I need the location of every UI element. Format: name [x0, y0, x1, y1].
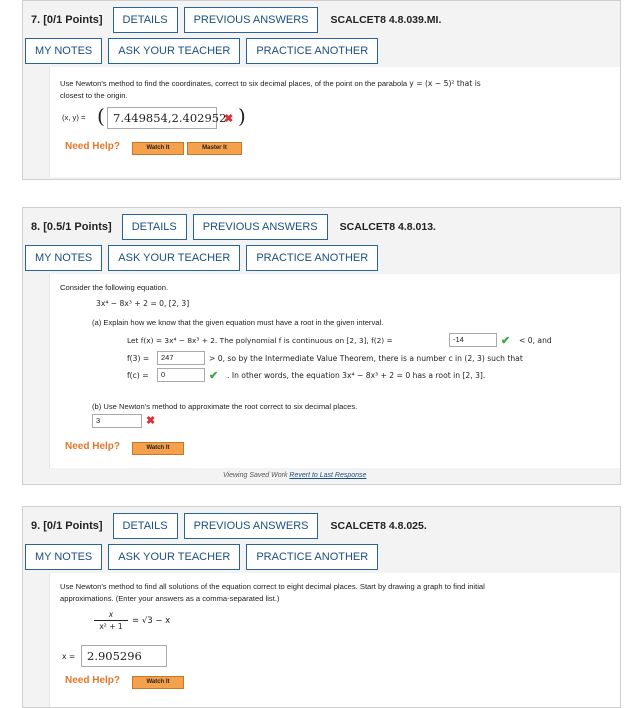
q8-f2-after: < 0, and	[519, 336, 552, 345]
q9-details-button[interactable]: DETAILS	[113, 513, 178, 539]
q9-action-row	[25, 544, 384, 570]
q7-close-paren: )	[238, 104, 246, 128]
question-8-card	[22, 207, 621, 485]
q7-open-paren: (	[97, 104, 105, 128]
q7-watch-it-button[interactable]: Watch It	[132, 142, 184, 155]
q7-master-it-button[interactable]: Master It	[187, 142, 242, 155]
question-7-card	[22, 0, 621, 180]
q8-footer-text: Viewing Saved Work	[223, 472, 290, 479]
q7-my-notes-button[interactable]: MY NOTES	[25, 38, 102, 64]
q7-need-help-label: Need Help?	[65, 141, 121, 152]
q8-part-b: (b) Use Newton's method to approximate the root correct to six decimal places.	[92, 402, 358, 411]
q8-fc-after: . In other words, the equation 3x⁴ − 8x³ + 2 = 0 has a root in [2, 3].	[227, 371, 486, 380]
q9-previous-answers-button[interactable]: PREVIOUS ANSWERS	[184, 513, 319, 539]
q7-points-label: 7. [0/1 Points]	[31, 14, 103, 26]
q8-fc-check-icon: ✔	[209, 370, 219, 382]
q9-prompt-line2: approximations. (Enter your answers as a comma-separated list.)	[60, 594, 280, 603]
q8-part-b-x-icon: ✖	[146, 415, 156, 427]
q7-problem-code: SCALCET8 4.8.039.MI.	[330, 14, 442, 26]
q8-f2-field[interactable]: -14	[449, 333, 497, 347]
q9-header-row	[23, 513, 427, 539]
q8-saved-work-footer	[223, 472, 366, 479]
q7-previous-answers-button[interactable]: PREVIOUS ANSWERS	[184, 7, 319, 33]
q9-fraction-numerator: x	[94, 610, 128, 621]
q7-header-row	[23, 7, 441, 33]
q9-problem-code: SCALCET8 4.8.025.	[330, 520, 427, 532]
q8-ask-teacher-button[interactable]: ASK YOUR TEACHER	[108, 245, 240, 271]
q8-need-help-label: Need Help?	[65, 441, 121, 452]
q8-intro: Consider the following equation.	[60, 283, 169, 292]
q8-part-b-field[interactable]: 3	[92, 414, 142, 428]
q8-practice-another-button[interactable]: PRACTICE ANOTHER	[246, 245, 378, 271]
q8-watch-it-button[interactable]: Watch It	[132, 442, 184, 455]
q8-f2-check-icon: ✔	[501, 335, 511, 347]
q8-header-row	[23, 214, 436, 240]
q9-practice-another-button[interactable]: PRACTICE ANOTHER	[246, 544, 378, 570]
q8-equation: 3x⁴ − 8x³ + 2 = 0, [2, 3]	[96, 299, 190, 308]
q7-prompt-text: Use Newton's method to find the coordinates, correct to six decimal places, of the point on the parabola	[60, 79, 410, 88]
q9-ask-teacher-button[interactable]: ASK YOUR TEACHER	[108, 544, 240, 570]
question-9-card	[22, 506, 621, 708]
q9-my-notes-button[interactable]: MY NOTES	[25, 544, 102, 570]
q9-answer-label: x =	[62, 652, 76, 661]
q9-answer-field[interactable]: 2.905296	[81, 645, 167, 667]
q8-details-button[interactable]: DETAILS	[122, 214, 187, 240]
q8-revert-link[interactable]: Revert to Last Response	[289, 472, 367, 479]
q8-problem-code: SCALCET8 4.8.013.	[339, 221, 436, 233]
q7-incorrect-x-icon: ✖	[224, 113, 234, 125]
q9-fraction-denominator: x² + 1	[99, 622, 123, 631]
q8-f3-label: f(3) =	[127, 354, 150, 363]
q7-details-button[interactable]: DETAILS	[113, 7, 178, 33]
q8-f3-field[interactable]: 247	[157, 351, 205, 365]
q7-action-row	[25, 38, 384, 64]
q8-let-line: Let f(x) = 3x⁴ − 8x³ + 2. The polynomial f is continuous on [2, 3], f(2) =	[127, 336, 393, 345]
q7-prompt-line1	[60, 79, 481, 88]
q7-practice-another-button[interactable]: PRACTICE ANOTHER	[246, 38, 378, 64]
q7-prompt-line2: closest to the origin.	[60, 91, 128, 100]
q8-part-a: (a) Explain how we know that the given equation must have a root in the given interval.	[92, 318, 384, 327]
q8-action-row	[25, 245, 384, 271]
q8-body	[49, 274, 620, 468]
q9-fraction	[94, 610, 128, 631]
q7-ask-teacher-button[interactable]: ASK YOUR TEACHER	[108, 38, 240, 64]
q8-my-notes-button[interactable]: MY NOTES	[25, 245, 102, 271]
q9-body	[49, 573, 620, 707]
q9-prompt-line1: Use Newton's method to find all solutions of the equation correct to eight decimal places. Start by drawing a graph to find initial	[60, 582, 485, 591]
q7-body	[49, 67, 620, 177]
q9-need-help-label: Need Help?	[65, 675, 121, 686]
q7-prompt-equation: y = (x − 5)² that is	[409, 79, 481, 88]
q8-points-label: 8. [0.5/1 Points]	[31, 221, 112, 233]
q7-answer-label: (x, y) =	[62, 113, 86, 122]
q9-points-label: 9. [0/1 Points]	[31, 520, 103, 532]
q8-f3-after: > 0, so by the Intermediate Value Theorem, there is a number c in (2, 3) such that	[209, 354, 523, 363]
q8-fc-field[interactable]: 0	[157, 368, 205, 382]
q8-fc-label: f(c) =	[127, 371, 149, 380]
q7-answer-field[interactable]: 7.449854,2.402952	[107, 107, 217, 129]
q9-watch-it-button[interactable]: Watch It	[132, 676, 184, 689]
q8-previous-answers-button[interactable]: PREVIOUS ANSWERS	[193, 214, 328, 240]
q9-equation-rhs: = √3 − x	[132, 616, 171, 626]
